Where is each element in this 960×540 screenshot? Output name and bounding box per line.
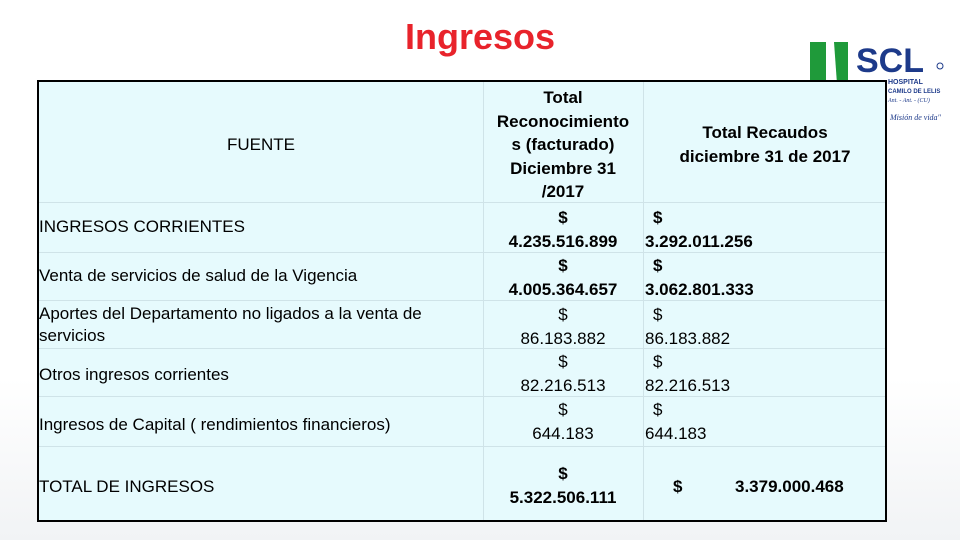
header-fuente: FUENTE bbox=[227, 135, 295, 154]
row-divider bbox=[39, 446, 885, 447]
total-tot-value: 3.379.000.468 bbox=[735, 477, 844, 496]
svg-text:CAMILO DE LELIS: CAMILO DE LELIS bbox=[888, 89, 941, 95]
svg-text:HOSPITAL: HOSPITAL bbox=[888, 79, 923, 86]
total-rec-value: $ 5.322.506.111 bbox=[509, 464, 617, 507]
row-label: Ingresos de Capital ( rendimientos financieros) bbox=[39, 415, 391, 434]
row-divider bbox=[39, 300, 885, 301]
rec-value: $ 86.183.882 bbox=[520, 305, 606, 348]
rec-value: $ 644.183 bbox=[532, 400, 594, 443]
header-reconocimiento: Total Reconocimiento s (facturado) Diciembre 31 /2017 bbox=[496, 88, 630, 201]
row-label: Aportes del Departamento no ligados a la venta de servicios bbox=[39, 304, 422, 345]
rec-value: $ 4.005.364.657 bbox=[508, 256, 618, 299]
total-label: TOTAL DE INGRESOS bbox=[39, 477, 215, 496]
svg-text:Ant. - Ant. - (CU): Ant. - Ant. - (CU) bbox=[888, 98, 930, 104]
svg-text:Misión de vida": Misión de vida" bbox=[890, 113, 941, 122]
svg-text:SCL: SCL bbox=[856, 42, 924, 80]
row-label: Otros ingresos corrientes bbox=[39, 365, 229, 384]
tot-value: $ 3.062.801.333 bbox=[645, 256, 754, 299]
rec-value: $ 4.235.516.899 bbox=[508, 208, 618, 251]
tot-value: $ 82.216.513 bbox=[645, 352, 731, 395]
tot-value: $ 3.292.011.256 bbox=[645, 208, 753, 251]
row-divider bbox=[39, 396, 885, 397]
row-divider bbox=[39, 252, 885, 253]
row-divider bbox=[39, 348, 885, 349]
ingresos-table bbox=[37, 80, 887, 522]
tot-value: $ 644.183 bbox=[645, 400, 707, 443]
total-tot-symbol: $ bbox=[673, 477, 683, 496]
page-title: Ingresos bbox=[404, 16, 556, 57]
row-label: Venta de servicios de salud de la Vigencia bbox=[39, 266, 358, 285]
row-label: INGRESOS CORRIENTES bbox=[39, 217, 245, 236]
header-recaudos: Total Recaudos diciembre 31 de 2017 bbox=[679, 123, 851, 166]
rec-value: $ 82.216.513 bbox=[520, 352, 606, 395]
tot-value: $ 86.183.882 bbox=[645, 305, 731, 348]
row-divider bbox=[39, 202, 885, 203]
